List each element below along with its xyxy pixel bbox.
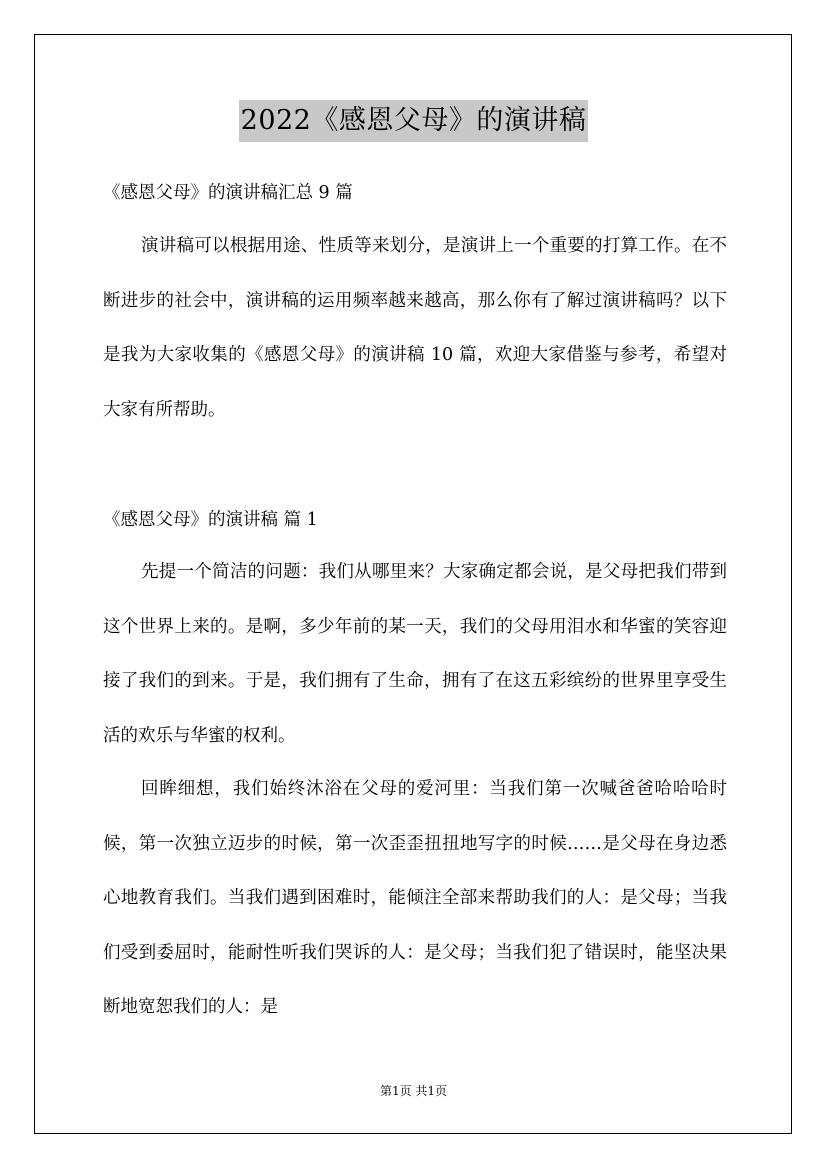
body-paragraph-2: 回眸细想，我们始终沐浴在父母的爱河里：当我们第一次喊爸爸哈哈哈时候，第一次独立迈步的时候，第一次歪歪扭扭地写字的时候……是父母在身边悉心地教育我们。当我们遇到困难时，能倾注全部来帮助我们的人：是父母；当我们受到委屈时，能耐性听我们哭诉的人：是父母；当我们犯了错误时，能坚决果断地宽恕我们的人：是 xyxy=(103,779,727,1017)
section-heading: 《感恩父母》的演讲稿 篇 1 xyxy=(103,510,318,530)
body-paragraph-1: 先提一个简洁的问题：我们从哪里来？大家确定都会说，是父母把我们带到这个世界上来的。是啊，多少年前的某一天，我们的父母用泪水和华蜜的笑容迎接了我们的到来。于是，我们拥有了生命，拥有了在这五彩缤纷的世界里享受生活的欢乐与华蜜的权利。 xyxy=(103,562,727,746)
page-footer: 第1页 共1页 xyxy=(379,1084,448,1098)
document-subtitle: 《感恩父母》的演讲稿汇总 9 篇 xyxy=(103,183,353,203)
title-container xyxy=(0,100,827,142)
document-title: 2022《感恩父母》的演讲稿 xyxy=(239,100,589,142)
intro-paragraph: 演讲稿可以根据用途、性质等来划分，是演讲上一个重要的打算工作。在不断进步的社会中，演讲稿的运用频率越来越高，那么你有了解过演讲稿吗？以下是我为大家收集的《感恩父母》的演讲稿 10 篇，欢迎大家借鉴与参考，希望对大家有所帮助。 xyxy=(103,236,727,420)
